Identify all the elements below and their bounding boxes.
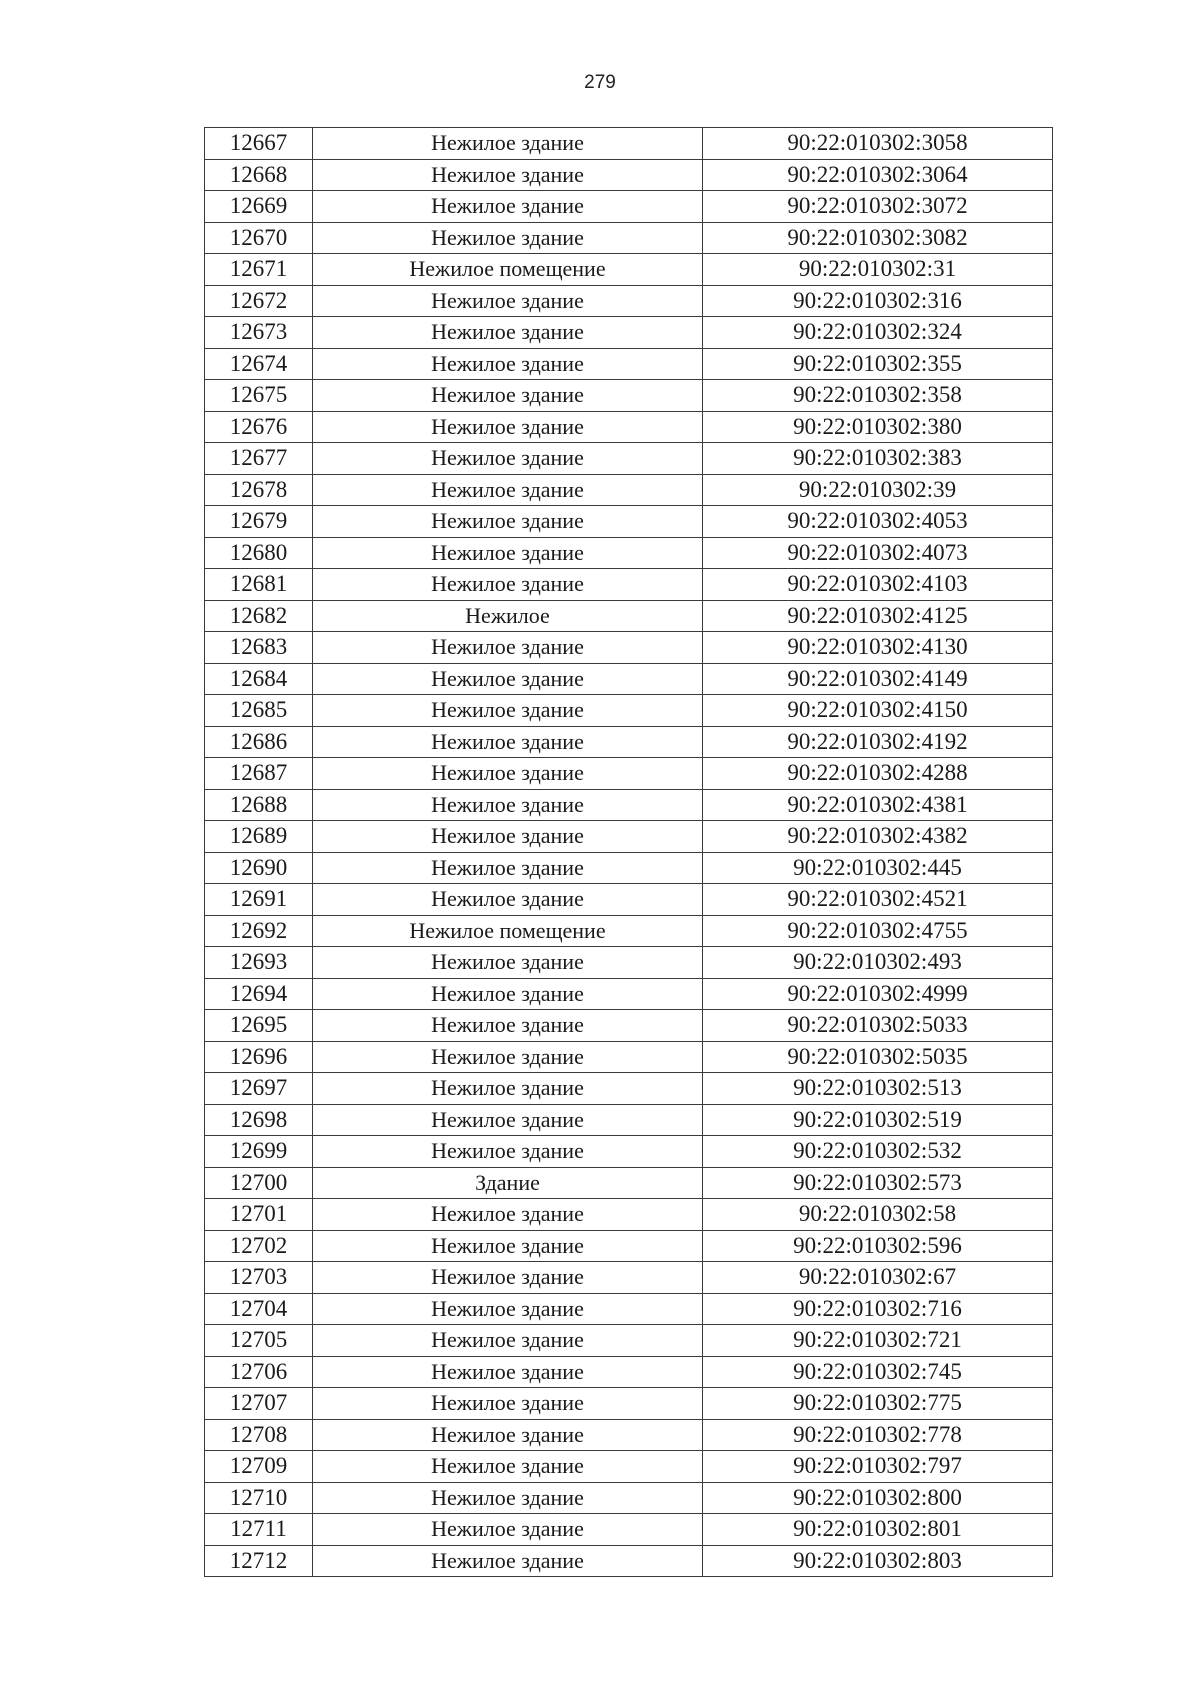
table-row [205,411,1053,443]
row-number-cell: 12684 [205,663,313,695]
cadastral-number-cell: 90:22:010302:4288 [703,758,1053,790]
object-name-cell: Нежилое здание [313,348,703,380]
object-name-cell: Нежилое здание [313,159,703,191]
object-name-cell: Нежилое здание [313,947,703,979]
table-row [205,348,1053,380]
row-number-cell: 12683 [205,632,313,664]
cadastral-number-cell: 90:22:010302:358 [703,380,1053,412]
object-name-cell: Нежилое здание [313,506,703,538]
object-name-cell: Нежилое здание [313,758,703,790]
cadastral-number-cell: 90:22:010302:4381 [703,789,1053,821]
table-row [205,947,1053,979]
row-number-cell: 12710 [205,1482,313,1514]
table-row [205,978,1053,1010]
object-name-cell: Нежилое здание [313,663,703,695]
table-row [205,1073,1053,1105]
cadastral-number-cell: 90:22:010302:745 [703,1356,1053,1388]
table-row [205,1451,1053,1483]
table-row [205,1293,1053,1325]
table-row [205,1199,1053,1231]
table-row [205,852,1053,884]
object-name-cell: Нежилое здание [313,852,703,884]
row-number-cell: 12695 [205,1010,313,1042]
row-number-cell: 12680 [205,537,313,569]
row-number-cell: 12705 [205,1325,313,1357]
table-row [205,474,1053,506]
row-number-cell: 12667 [205,128,313,160]
cadastral-number-cell: 90:22:010302:4053 [703,506,1053,538]
row-number-cell: 12703 [205,1262,313,1294]
cadastral-number-cell: 90:22:010302:3072 [703,191,1053,223]
cadastral-number-cell: 90:22:010302:39 [703,474,1053,506]
object-name-cell: Нежилое здание [313,128,703,160]
row-number-cell: 12679 [205,506,313,538]
object-name-cell: Нежилое помещение [313,915,703,947]
table-row [205,317,1053,349]
table-row [205,537,1053,569]
object-name-cell: Нежилое здание [313,569,703,601]
property-table [204,127,1053,1577]
object-name-cell: Нежилое здание [313,1545,703,1577]
object-name-cell: Нежилое здание [313,411,703,443]
row-number-cell: 12677 [205,443,313,475]
cadastral-number-cell: 90:22:010302:445 [703,852,1053,884]
object-name-cell: Нежилое здание [313,695,703,727]
cadastral-number-cell: 90:22:010302:4125 [703,600,1053,632]
object-name-cell: Нежилое помещение [313,254,703,286]
row-number-cell: 12693 [205,947,313,979]
table-row [205,1514,1053,1546]
cadastral-number-cell: 90:22:010302:324 [703,317,1053,349]
table-row [205,821,1053,853]
row-number-cell: 12669 [205,191,313,223]
row-number-cell: 12702 [205,1230,313,1262]
object-name-cell: Нежилое здание [313,285,703,317]
table-row [205,159,1053,191]
cadastral-number-cell: 90:22:010302:778 [703,1419,1053,1451]
table-row [205,1167,1053,1199]
object-name-cell: Нежилое здание [313,821,703,853]
object-name-cell: Нежилое здание [313,1199,703,1231]
object-name-cell: Нежилое здание [313,443,703,475]
row-number-cell: 12698 [205,1104,313,1136]
table-body [205,128,1053,1577]
object-name-cell: Нежилое здание [313,978,703,1010]
cadastral-number-cell: 90:22:010302:5035 [703,1041,1053,1073]
row-number-cell: 12704 [205,1293,313,1325]
row-number-cell: 12692 [205,915,313,947]
cadastral-number-cell: 90:22:010302:803 [703,1545,1053,1577]
object-name-cell: Нежилое здание [313,1293,703,1325]
table-row [205,285,1053,317]
table-row [205,191,1053,223]
cadastral-number-cell: 90:22:010302:3058 [703,128,1053,160]
table-row [205,1482,1053,1514]
cadastral-number-cell: 90:22:010302:513 [703,1073,1053,1105]
object-name-cell: Нежилое здание [313,1482,703,1514]
row-number-cell: 12674 [205,348,313,380]
row-number-cell: 12700 [205,1167,313,1199]
cadastral-number-cell: 90:22:010302:801 [703,1514,1053,1546]
object-name-cell: Нежилое здание [313,1041,703,1073]
object-name-cell: Нежилое здание [313,537,703,569]
cadastral-number-cell: 90:22:010302:4755 [703,915,1053,947]
table-row [205,254,1053,286]
cadastral-number-cell: 90:22:010302:4521 [703,884,1053,916]
table-row [205,915,1053,947]
cadastral-number-cell: 90:22:010302:716 [703,1293,1053,1325]
row-number-cell: 12709 [205,1451,313,1483]
table-row [205,1545,1053,1577]
table-row [205,884,1053,916]
table-row [205,726,1053,758]
cadastral-number-cell: 90:22:010302:355 [703,348,1053,380]
table-row [205,506,1053,538]
row-number-cell: 12676 [205,411,313,443]
object-name-cell: Нежилое здание [313,1451,703,1483]
cadastral-number-cell: 90:22:010302:4382 [703,821,1053,853]
table-row [205,128,1053,160]
table-row [205,1388,1053,1420]
row-number-cell: 12682 [205,600,313,632]
object-name-cell: Нежилое здание [313,1136,703,1168]
row-number-cell: 12681 [205,569,313,601]
table-row [205,222,1053,254]
row-number-cell: 12672 [205,285,313,317]
cadastral-number-cell: 90:22:010302:31 [703,254,1053,286]
table-row [205,1419,1053,1451]
object-name-cell: Нежилое здание [313,222,703,254]
object-name-cell: Нежилое [313,600,703,632]
table-row [205,380,1053,412]
row-number-cell: 12685 [205,695,313,727]
row-number-cell: 12675 [205,380,313,412]
table-row [205,1041,1053,1073]
cadastral-number-cell: 90:22:010302:4073 [703,537,1053,569]
row-number-cell: 12690 [205,852,313,884]
object-name-cell: Нежилое здание [313,1262,703,1294]
object-name-cell: Нежилое здание [313,1356,703,1388]
table-row [205,632,1053,664]
page-number: 279 [584,72,616,93]
cadastral-number-cell: 90:22:010302:4149 [703,663,1053,695]
object-name-cell: Нежилое здание [313,317,703,349]
object-name-cell: Нежилое здание [313,1325,703,1357]
table-row [205,695,1053,727]
cadastral-number-cell: 90:22:010302:519 [703,1104,1053,1136]
row-number-cell: 12687 [205,758,313,790]
cadastral-number-cell: 90:22:010302:775 [703,1388,1053,1420]
cadastral-number-cell: 90:22:010302:4150 [703,695,1053,727]
object-name-cell: Нежилое здание [313,1419,703,1451]
object-name-cell: Нежилое здание [313,884,703,916]
cadastral-number-cell: 90:22:010302:4999 [703,978,1053,1010]
row-number-cell: 12691 [205,884,313,916]
row-number-cell: 12701 [205,1199,313,1231]
row-number-cell: 12670 [205,222,313,254]
cadastral-number-cell: 90:22:010302:596 [703,1230,1053,1262]
row-number-cell: 12708 [205,1419,313,1451]
cadastral-number-cell: 90:22:010302:532 [703,1136,1053,1168]
object-name-cell: Нежилое здание [313,380,703,412]
table-row [205,1356,1053,1388]
table-row [205,569,1053,601]
table-row [205,443,1053,475]
row-number-cell: 12689 [205,821,313,853]
cadastral-number-cell: 90:22:010302:4192 [703,726,1053,758]
row-number-cell: 12668 [205,159,313,191]
cadastral-number-cell: 90:22:010302:380 [703,411,1053,443]
object-name-cell: Нежилое здание [313,1388,703,1420]
row-number-cell: 12712 [205,1545,313,1577]
cadastral-number-cell: 90:22:010302:800 [703,1482,1053,1514]
row-number-cell: 12671 [205,254,313,286]
object-name-cell: Здание [313,1167,703,1199]
row-number-cell: 12696 [205,1041,313,1073]
table-row [205,1325,1053,1357]
object-name-cell: Нежилое здание [313,1514,703,1546]
cadastral-number-cell: 90:22:010302:3082 [703,222,1053,254]
table-row [205,1262,1053,1294]
row-number-cell: 12686 [205,726,313,758]
object-name-cell: Нежилое здание [313,726,703,758]
cadastral-number-cell: 90:22:010302:4130 [703,632,1053,664]
table-row [205,758,1053,790]
object-name-cell: Нежилое здание [313,1073,703,1105]
table-row [205,1230,1053,1262]
row-number-cell: 12678 [205,474,313,506]
cadastral-number-cell: 90:22:010302:4103 [703,569,1053,601]
row-number-cell: 12697 [205,1073,313,1105]
table-row [205,1104,1053,1136]
object-name-cell: Нежилое здание [313,1010,703,1042]
object-name-cell: Нежилое здание [313,789,703,821]
cadastral-number-cell: 90:22:010302:721 [703,1325,1053,1357]
row-number-cell: 12699 [205,1136,313,1168]
row-number-cell: 12707 [205,1388,313,1420]
table-row [205,1136,1053,1168]
row-number-cell: 12706 [205,1356,313,1388]
object-name-cell: Нежилое здание [313,1230,703,1262]
cadastral-number-cell: 90:22:010302:316 [703,285,1053,317]
row-number-cell: 12694 [205,978,313,1010]
row-number-cell: 12711 [205,1514,313,1546]
cadastral-number-cell: 90:22:010302:58 [703,1199,1053,1231]
cadastral-number-cell: 90:22:010302:573 [703,1167,1053,1199]
cadastral-number-cell: 90:22:010302:383 [703,443,1053,475]
table-row [205,789,1053,821]
table-row [205,600,1053,632]
cadastral-number-cell: 90:22:010302:493 [703,947,1053,979]
object-name-cell: Нежилое здание [313,1104,703,1136]
cadastral-number-cell: 90:22:010302:3064 [703,159,1053,191]
row-number-cell: 12673 [205,317,313,349]
cadastral-number-cell: 90:22:010302:67 [703,1262,1053,1294]
object-name-cell: Нежилое здание [313,632,703,664]
object-name-cell: Нежилое здание [313,474,703,506]
table-row [205,1010,1053,1042]
cadastral-number-cell: 90:22:010302:5033 [703,1010,1053,1042]
row-number-cell: 12688 [205,789,313,821]
object-name-cell: Нежилое здание [313,191,703,223]
cadastral-number-cell: 90:22:010302:797 [703,1451,1053,1483]
table-row [205,663,1053,695]
